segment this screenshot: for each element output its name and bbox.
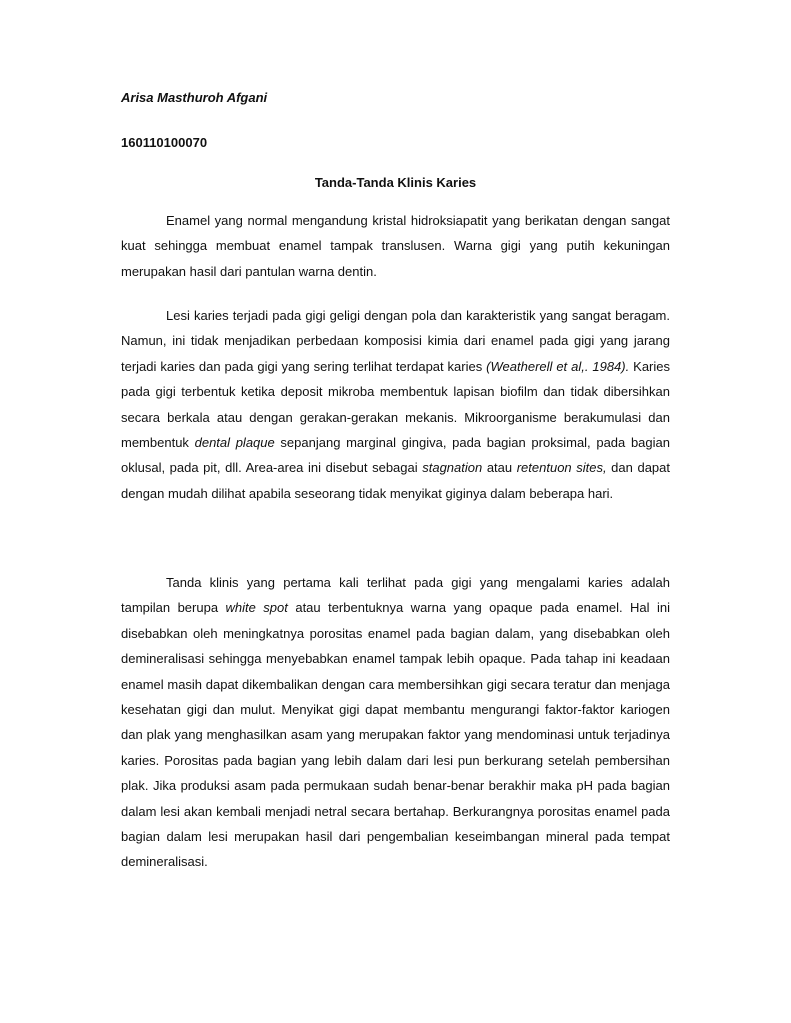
paragraph-lesi-karies [121, 303, 670, 506]
term-stagnation: stagnation [422, 460, 483, 476]
paragraph-text: sepanjang marginal gingiva, pada bagian proksimal, pada bagian oklusal, pada pit, dll. Area-area ini disebut sebagai [121, 435, 670, 476]
term-retention-sites: retentuon sites, [516, 460, 607, 476]
paragraph-text: Karies pada gigi terbentuk ketika deposit mikroba membentuk lapisan biofilm dan tidak dibersihkan secara berkala atau dengan gerakan-gerakan mekanis. Mikroorganisme berakumulasi dan membentuk [121, 358, 670, 451]
term-white-spot: white spot [225, 600, 288, 616]
paragraph-text: atau terbentuknya warna yang opaque pada enamel. Hal ini disebabkan oleh meningkatnya porositas enamel pada bagian dalam, yang disebabkan oleh demineralisasi sehingga menyebabkan enamel tampak lebih opaque. Pada tahap ini keadaan enamel masih dapat dikembalikan dengan cara membersihkan gigi secara teratur dan menjaga kesehatan gigi dan mulut. Menyikat gigi dapat membantu mengurangi faktor-faktor kariogen dan plak yang menghasilkan asam yang merupakan faktor yang mendominasi untuk terjadinya karies. Porositas pada bagian yang lebih dalam dari lesi pun berkurang setelah pembersihan plak. Jika produksi asam pada permukaan sudah benar-benar berakhir maka pH pada bagian dalam lesi akan kembali menjadi netral secara bertahap. Berkurangnya porositas enamel pada bagian dalam lesi merupakan hasil dari pengembalian keseimbangan mineral pada tempat demineralisasi. [121, 600, 670, 870]
citation: (Weatherell et al,. 1984). [486, 358, 630, 374]
paragraph-text: Tanda klinis yang pertama kali terlihat pada gigi yang mengalami karies adalah tampilan berupa [121, 575, 670, 616]
paragraph-text: atau [482, 460, 517, 476]
paragraph-text: Lesi karies terjadi pada gigi geligi dengan pola dan karakteristik yang sangat beragam. Namun, ini tidak menjadikan perbedaan komposisi kimia dari enamel pada gigi yang jarang terjadi karies dan pada gigi yang sering terlihat terdapat karies [121, 308, 670, 374]
document-title: Tanda-Tanda Klinis Karies [314, 175, 477, 190]
student-id: 160110100070 [121, 135, 208, 150]
author-name: Arisa Masthuroh Afgani [121, 90, 268, 105]
paragraph-text: Enamel yang normal mengandung kristal hidroksiapatit yang berikatan dengan sangat kuat sehingga membuat enamel tampak translusen. Warna gigi yang putih kekuningan merupakan hasil dari pantulan warna dentin. [121, 213, 670, 279]
paragraph-tanda-klinis [121, 570, 670, 875]
paragraph-text: dan dapat dengan mudah dilihat apabila seseorang tidak menyikat giginya dalam beberapa hari. [121, 460, 670, 501]
term-dental-plaque: dental plaque [194, 435, 275, 451]
paragraph-enamel [121, 208, 670, 284]
